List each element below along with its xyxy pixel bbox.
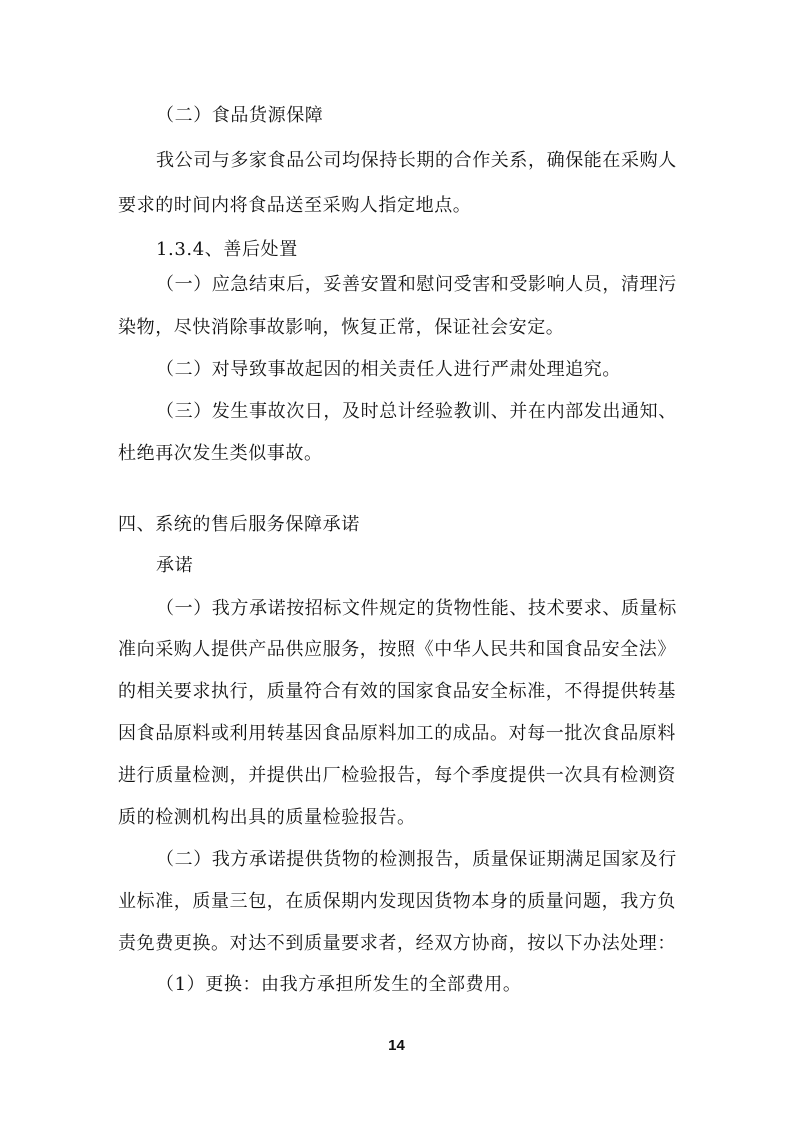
paragraph-line: 染物，尽快消除事故影响，恢复正常，保证社会安定。 bbox=[118, 317, 565, 338]
paragraph-line: （二）我方承诺提供货物的检测报告，质量保证期满足国家及行 bbox=[156, 849, 677, 870]
paragraph-line: 我公司与多家食品公司均保持长期的合作关系，确保能在采购人 bbox=[156, 150, 677, 171]
paragraph-line: （二）对导致事故起因的相关责任人进行严肃处理追究。 bbox=[156, 359, 621, 380]
paragraph-line: 业标准，质量三包，在质保期内发现因货物本身的质量问题，我方负 bbox=[118, 891, 676, 912]
paragraph-line: 杜绝再次发生类似事故。 bbox=[118, 443, 323, 464]
section-heading-after-sales: 四、系统的售后服务保障承诺 bbox=[118, 514, 360, 535]
subheading-promise: 承诺 bbox=[156, 555, 194, 576]
paragraph-line: （一）我方承诺按招标文件规定的货物性能、技术要求、质量标 bbox=[156, 598, 677, 619]
paragraph-line: 要求的时间内将食品送至采购人指定地点。 bbox=[118, 195, 472, 216]
paragraph-line: （三）发生事故次日，及时总计经验教训、并在内部发出通知、 bbox=[156, 401, 677, 422]
paragraph-line: 准向采购人提供产品供应服务，按照《中华人民共和国食品安全法》 bbox=[118, 639, 676, 660]
paragraph-line: 的相关要求执行，质量符合有效的国家食品安全标准，不得提供转基 bbox=[118, 681, 676, 702]
paragraph-line: （一）应急结束后，妥善安置和慰问受害和受影响人员，清理污 bbox=[156, 274, 677, 295]
section-heading-aftermath: 1.3.4、善后处置 bbox=[156, 239, 298, 260]
section-heading-food-supply: （二）食品货源保障 bbox=[156, 105, 324, 126]
paragraph-line: （1）更换：由我方承担所发生的全部费用。 bbox=[156, 974, 522, 995]
paragraph-line: 进行质量检测，并提供出厂检验报告，每个季度提供一次具有检测资 bbox=[118, 765, 676, 786]
page-number: 14 bbox=[388, 1037, 405, 1054]
paragraph-line: 责免费更换。对达不到质量要求者，经双方协商，按以下办法处理： bbox=[118, 933, 676, 954]
paragraph-line: 因食品原料或利用转基因食品原料加工的成品。对每一批次食品原料 bbox=[118, 723, 676, 744]
paragraph-line: 质的检测机构出具的质量检验报告。 bbox=[118, 807, 416, 828]
